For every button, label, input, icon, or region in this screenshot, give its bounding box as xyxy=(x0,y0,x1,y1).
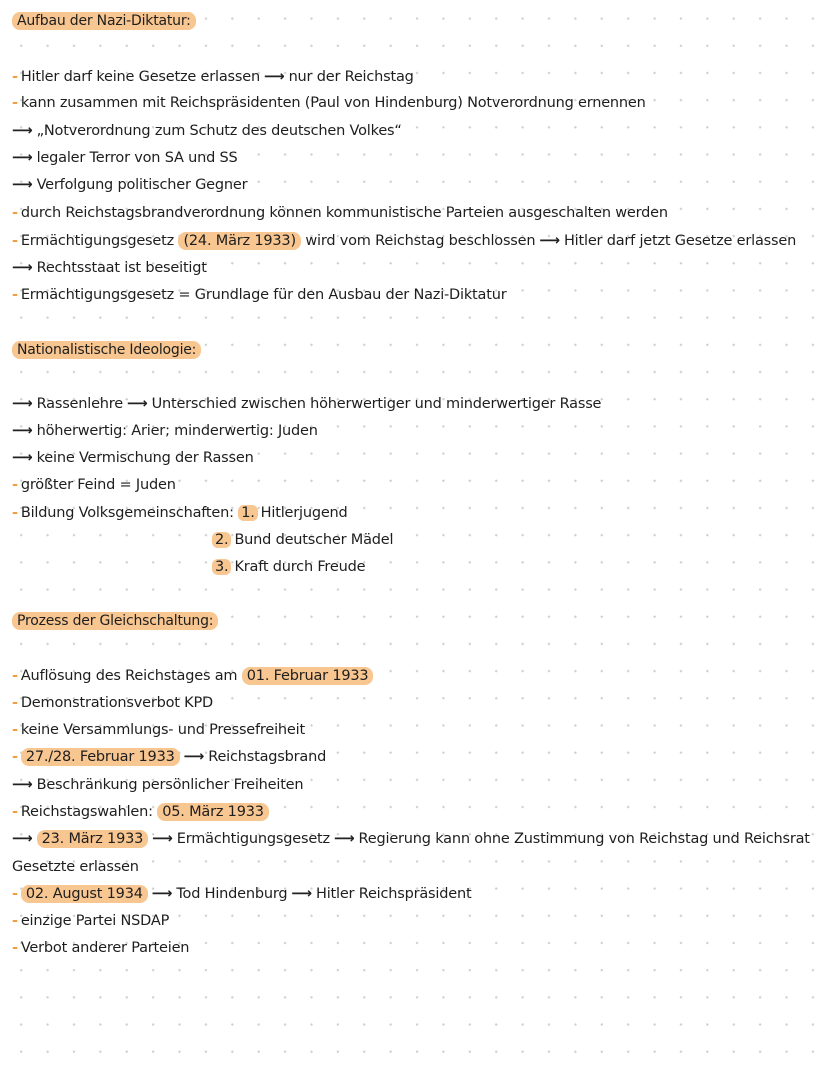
note-line: ⟶ keine Vermischung der Rassen xyxy=(12,450,254,466)
date-highlight: 01. Februar 1933 xyxy=(242,667,374,685)
note-line: - Hitler darf keine Gesetze erlassen ⟶ nur der Reichstag xyxy=(12,69,414,85)
list-number: 2. xyxy=(212,532,231,548)
note-line: ⟶ höherwertig: Arier; minderwertig: Juden xyxy=(12,423,318,439)
date-highlight: 02. August 1934 xyxy=(21,885,148,903)
list-item: 2. Bund deutscher Mädel xyxy=(212,530,393,550)
arrow-icon: ⟶ xyxy=(183,749,205,765)
arrow-icon: ⟶ xyxy=(12,396,33,412)
arrow-icon: ⟶ xyxy=(291,886,312,902)
note-line: - Demonstrationsverbot KPD xyxy=(12,695,213,711)
note-line: ⟶ Verfolgung politischer Gegner xyxy=(12,177,248,193)
note-line: - keine Versammlungs- und Pressefreiheit xyxy=(12,722,305,738)
arrow-icon: ⟶ xyxy=(12,123,33,139)
arrow-icon: ⟶ xyxy=(152,831,173,847)
note-line: - Bildung Volksgemeinschaften: 1. Hitlerjugend xyxy=(12,505,348,521)
arrow-icon: ⟶ xyxy=(12,150,33,166)
note-line: ⟶ Rassenlehre ⟶ Unterschied zwischen höherwertiger und minderwertiger Rasse xyxy=(12,396,602,412)
note-line: - Reichstagswahlen: 05. März 1933 xyxy=(12,802,269,822)
note-line: ⟶ Beschränkung persönlicher Freiheiten xyxy=(12,777,304,793)
arrow-icon: ⟶ xyxy=(12,423,33,439)
note-line: - Verbot anderer Parteien xyxy=(12,940,190,956)
arrow-icon: ⟶ xyxy=(12,260,33,276)
note-line: - Ermächtigungsgesetz (24. März 1933) wird vom Reichstag beschlossen ⟶ Hitler darf jetzt Gesetze erlassen xyxy=(12,233,797,249)
section-heading-gleichschaltung: Prozess der Gleichschaltung: xyxy=(12,611,218,631)
section-heading-aufbau: Aufbau der Nazi-Diktatur: xyxy=(12,11,196,31)
section-heading-ideologie: Nationalistische Ideologie: xyxy=(12,340,201,360)
note-line: Gesetzte erlassen xyxy=(12,859,139,875)
note-line: ⟶ Rechtsstaat ist beseitigt xyxy=(12,260,207,276)
arrow-icon: ⟶ xyxy=(12,450,33,466)
arrow-icon: ⟶ xyxy=(12,777,33,793)
list-number: 3. xyxy=(212,559,231,575)
note-line: - einzige Partei NSDAP xyxy=(12,913,170,929)
note-line: ⟶ 23. März 1933 ⟶ Ermächtigungsgesetz ⟶ Regierung kann ohne Zustimmung von Reichstag und Reichsrat xyxy=(12,831,810,847)
arrow-icon: ⟶ xyxy=(12,177,33,193)
note-line: - Auflösung des Reichstages am 01. Februar 1933 xyxy=(12,666,373,686)
note-line: - 27./28. Februar 1933 ⟶ Reichstagsbrand xyxy=(12,749,327,765)
list-number: 1. xyxy=(238,505,257,521)
date-highlight: (24. März 1933) xyxy=(178,232,300,250)
arrow-icon: ⟶ xyxy=(263,69,285,85)
note-line: ⟶ „Notverordnung zum Schutz des deutschen Volkes“ xyxy=(12,123,402,139)
arrow-icon: ⟶ xyxy=(539,233,560,249)
arrow-icon: ⟶ xyxy=(12,831,33,847)
arrow-icon: ⟶ xyxy=(126,396,148,412)
note-line: - Ermächtigungsgesetz = Grundlage für den Ausbau der Nazi-Diktatur xyxy=(12,287,507,303)
date-highlight: 23. März 1933 xyxy=(37,830,149,848)
note-line: - kann zusammen mit Reichspräsidenten (Paul von Hindenburg) Notverordnung ernennen xyxy=(12,95,646,111)
note-line: ⟶ legaler Terror von SA und SS xyxy=(12,150,238,166)
arrow-icon: ⟶ xyxy=(151,886,173,902)
note-line: - durch Reichstagsbrandverordnung können kommunistische Parteien ausgeschalten werden xyxy=(12,205,668,221)
arrow-icon: ⟶ xyxy=(333,831,355,847)
note-line: - 02. August 1934 ⟶ Tod Hindenburg ⟶ Hitler Reichspräsident xyxy=(12,886,472,902)
date-highlight: 27./28. Februar 1933 xyxy=(21,748,180,766)
note-line: - größter Feind = Juden xyxy=(12,477,176,493)
date-highlight: 05. März 1933 xyxy=(157,803,269,821)
list-item: 3. Kraft durch Freude xyxy=(212,557,365,577)
